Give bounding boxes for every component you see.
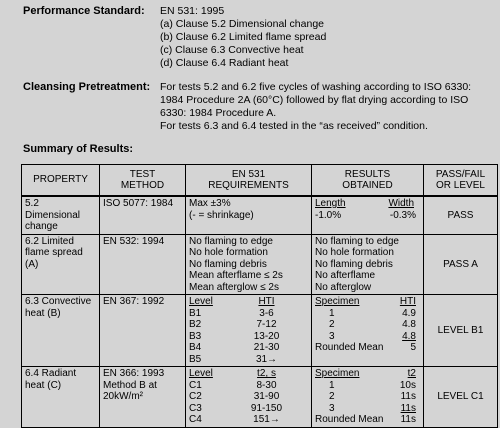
specimen-value: 10s	[399, 379, 416, 391]
specimen-id: Rounded Mean	[315, 342, 384, 353]
property-cell: 6.3 Convective heat (B)	[22, 295, 100, 367]
level-range: 151→	[253, 414, 280, 425]
method-cell: ISO 5077: 1984	[100, 196, 186, 234]
req-subheader: Level	[189, 296, 213, 307]
res-subheader: Length	[315, 198, 346, 209]
specimen-value: 11s	[400, 402, 416, 414]
requirements-cell	[186, 295, 312, 367]
method-line: EN 366: 1993	[103, 368, 165, 379]
level-range: 8-30	[256, 379, 277, 391]
cleansing-line: For tests 5.2 and 6.2 five cycles of washing according to ISO 6330:	[160, 81, 472, 93]
results-cell	[312, 367, 424, 428]
res-value: -1.0%	[315, 209, 342, 221]
header-pass-fail: PASS/FAIL OR LEVEL	[424, 165, 498, 197]
level-name: C4	[189, 414, 202, 425]
requirements-cell	[186, 234, 312, 295]
level-name: C3	[189, 402, 202, 414]
summary-label: Summary of Results:	[23, 143, 134, 155]
req-line: No flaming debris	[189, 258, 267, 270]
method-cell	[100, 367, 186, 428]
res-line: No hole formation	[315, 247, 394, 258]
req-line: Mean afterglow ≤ 2s	[189, 281, 279, 293]
req-line: No hole formation	[189, 247, 268, 258]
cleansing-label: Cleansing Pretreatment:	[23, 81, 151, 93]
specimen-id: 3	[329, 402, 335, 414]
method-cell: EN 367: 1992	[100, 295, 186, 367]
req-line: Max ±3%	[189, 198, 231, 209]
specimen-value: 11s	[400, 391, 416, 402]
pass-cell: PASS	[424, 196, 498, 234]
header-requirements: EN 531 REQUIREMENTS	[186, 165, 312, 197]
level-name: B5	[189, 353, 202, 365]
header-test-method: TEST METHOD	[100, 165, 186, 197]
res-line: No afterflame	[315, 270, 376, 281]
performance-line: (a) Clause 5.2 Dimensional change	[160, 18, 325, 30]
requirements-cell	[186, 196, 312, 234]
req-line: Mean afterflame ≤ 2s	[189, 270, 283, 281]
req-subheader: HTI	[258, 296, 275, 307]
table-row	[22, 234, 498, 295]
table-row	[22, 367, 498, 428]
cleansing-line: 6330: 1984 Procedure A.	[160, 107, 277, 119]
level-name: B2	[189, 319, 202, 330]
res-subheader: Specimen	[315, 368, 360, 379]
res-subheader: Specimen	[315, 296, 360, 307]
level-range: 31→	[255, 353, 278, 365]
res-subheader: t2	[407, 368, 416, 379]
req-line: (- = shrinkage)	[189, 209, 254, 221]
level-name: B3	[189, 330, 202, 342]
specimen-id: 2	[329, 319, 335, 330]
res-subheader: Width	[388, 198, 414, 209]
level-name: C1	[189, 379, 202, 391]
level-name: C2	[189, 391, 202, 402]
specimen-id: 1	[329, 307, 335, 319]
res-line: No flaming to edge	[315, 235, 399, 247]
specimen-id: 1	[329, 379, 335, 391]
level-range: 31-90	[253, 391, 280, 402]
level-name: B1	[189, 307, 202, 319]
pass-cell: LEVEL B1	[424, 295, 498, 367]
results-cell	[312, 295, 424, 367]
res-line: No afterglow	[315, 281, 372, 293]
specimen-id: 3	[329, 330, 335, 342]
specimen-id: Rounded Mean	[315, 414, 384, 425]
level-name: B4	[189, 342, 202, 353]
level-range: 3-6	[259, 307, 274, 319]
method-line: 20kW/m²	[103, 391, 143, 402]
performance-line: (d) Clause 6.4 Radiant heat	[160, 57, 289, 69]
res-line: No flaming debris	[315, 258, 393, 270]
cleansing-line: 1984 Procedure 2A (60°C) followed by flat drying according to ISO	[160, 94, 469, 106]
results-cell	[312, 196, 424, 234]
results-cell	[312, 234, 424, 295]
pass-cell: PASS A	[424, 234, 498, 295]
performance-line: (b) Clause 6.2 Limited flame spread	[160, 31, 327, 43]
header-property: PROPERTY	[22, 165, 100, 197]
req-subheader: Level	[189, 368, 213, 379]
property-cell: 6.4 Radiant heat (C)	[22, 367, 100, 428]
specimen-value: 5	[410, 342, 416, 353]
specimen-value: 4.8	[402, 330, 416, 342]
specimen-id: 2	[329, 391, 335, 402]
res-subheader: HTI	[399, 296, 416, 307]
performance-line: EN 531: 1995	[160, 5, 225, 17]
performance-label: Performance Standard:	[23, 5, 145, 17]
level-range: 7-12	[256, 319, 277, 330]
results-table	[21, 164, 498, 428]
specimen-value: 11s	[400, 414, 416, 425]
table-row	[22, 295, 498, 367]
specimen-value: 4.9	[402, 307, 416, 319]
req-subheader: t2, s	[257, 368, 276, 379]
level-range: 21-30	[253, 342, 280, 353]
property-cell: 5.2 Dimensional change	[22, 196, 100, 234]
level-range: 13-20	[253, 330, 280, 342]
method-cell: EN 532: 1994	[100, 234, 186, 295]
property-cell: 6.2 Limited flame spread (A)	[22, 234, 100, 295]
res-value: -0.3%	[389, 209, 416, 221]
req-line: No flaming to edge	[189, 235, 273, 247]
cleansing-line: For tests 6.3 and 6.4 tested in the “as received” condition.	[160, 120, 428, 132]
level-range: 91-150	[250, 402, 283, 414]
requirements-cell	[186, 367, 312, 428]
method-line: Method B at	[103, 379, 157, 391]
table-row	[22, 196, 498, 234]
performance-line: (c) Clause 6.3 Convective heat	[160, 44, 304, 56]
header-results: RESULTS OBTAINED	[312, 165, 424, 197]
specimen-value: 4.8	[402, 319, 416, 330]
pass-cell: LEVEL C1	[424, 367, 498, 428]
